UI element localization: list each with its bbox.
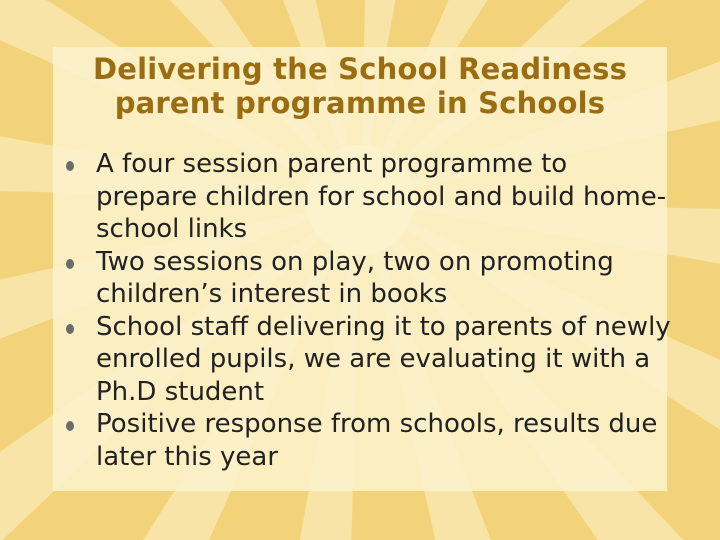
bullet-dot-icon — [66, 324, 74, 334]
bullet-item — [63, 148, 673, 246]
bullet-item — [63, 246, 673, 311]
bullet-dot-icon — [66, 421, 74, 431]
title-line-1: Delivering the School Readiness — [92, 52, 628, 86]
slide-title — [53, 52, 667, 120]
bullet-text: A four session parent programme to prepare children for school and build home-school links — [96, 149, 667, 244]
bullet-item — [63, 408, 673, 473]
bullet-item — [63, 311, 673, 409]
bullet-text: Two sessions on play, two on promoting children’s interest in books — [96, 246, 614, 309]
title-line-2: parent programme in Schools — [114, 86, 606, 120]
bullet-dot-icon — [66, 259, 74, 269]
bullet-text: Positive response from schools, results due later this year — [96, 409, 658, 472]
bullet-text: School staff delivering it to parents of newly enrolled pupils, we are evaluating it with a Ph.D student — [96, 311, 671, 407]
bullet-list — [63, 148, 673, 473]
bullet-dot-icon — [66, 161, 74, 171]
